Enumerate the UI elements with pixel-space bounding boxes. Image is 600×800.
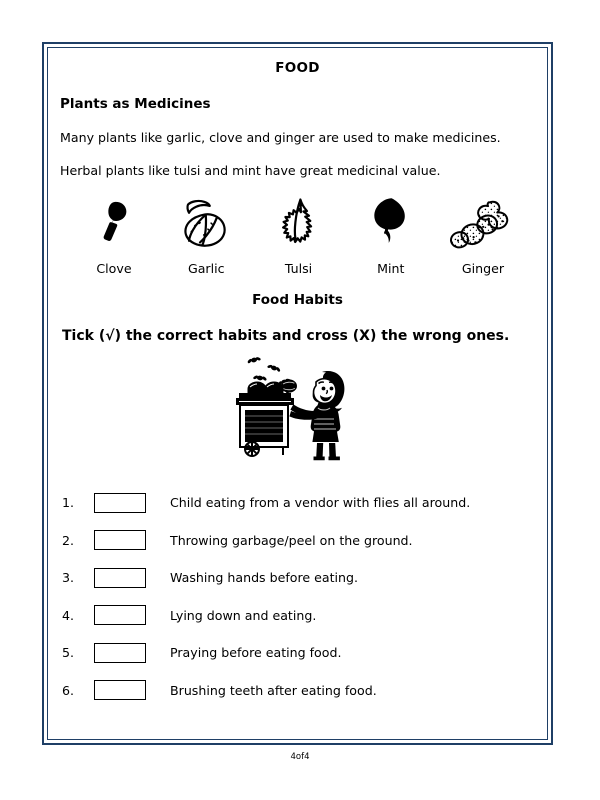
answer-box[interactable]: [94, 530, 146, 550]
worksheet-page-border: [42, 42, 553, 745]
exercise-instruction: Tick (√) the correct habits and cross (X) the wrong ones.: [62, 328, 510, 344]
checklist-row: [58, 559, 537, 597]
plant-label: Mint: [377, 261, 405, 276]
answer-box[interactable]: [94, 643, 146, 663]
checklist-row: [58, 672, 537, 710]
item-text: Throwing garbage/peel on the ground.: [170, 532, 413, 548]
plant-item-tulsi: [253, 192, 345, 276]
plant-item-ginger: [437, 192, 529, 276]
habits-checklist: [58, 484, 537, 709]
section-heading-plants-as-medicines: Plants as Medicines: [60, 96, 211, 112]
checklist-row: [58, 522, 537, 560]
medicines-paragraph-2: Herbal plants like tulsi and mint have great medicinal value.: [60, 163, 441, 178]
child-vendor-cart-illustration: [230, 356, 366, 462]
plant-label: Garlic: [187, 261, 225, 276]
tulsi-leaf-icon: [253, 192, 345, 254]
item-number: 5.: [62, 645, 75, 661]
ginger-root-icon: [437, 192, 529, 254]
page-footer: 4of4: [290, 752, 310, 762]
clove-icon: [68, 192, 160, 254]
item-number: 2.: [62, 532, 75, 548]
plant-item-clove: [68, 192, 160, 276]
answer-box[interactable]: [94, 605, 146, 625]
plant-label: Clove: [96, 261, 132, 276]
food-habits-illustration-wrap: [58, 356, 537, 462]
section-heading-food-habits: Food Habits: [252, 292, 343, 308]
item-text: Brushing teeth after eating food.: [170, 682, 377, 698]
page-title: FOOD: [275, 60, 320, 76]
answer-box[interactable]: [94, 568, 146, 588]
checklist-row: [58, 484, 537, 522]
answer-box[interactable]: [94, 680, 146, 700]
worksheet-content: [44, 44, 551, 743]
item-text: Child eating from a vendor with flies all around.: [170, 495, 471, 511]
item-text: Lying down and eating.: [170, 607, 317, 623]
item-text: Praying before eating food.: [170, 645, 342, 661]
mint-leaf-icon: [345, 192, 437, 254]
checklist-row: [58, 597, 537, 635]
garlic-icon: [160, 192, 252, 254]
item-number: 3.: [62, 570, 75, 586]
plant-item-mint: [345, 192, 437, 276]
item-number: 4.: [62, 607, 75, 623]
plant-illustration-row: [68, 192, 529, 276]
plant-item-garlic: [160, 192, 252, 276]
answer-box[interactable]: [94, 493, 146, 513]
item-number: 1.: [62, 495, 75, 511]
item-number: 6.: [62, 682, 75, 698]
checklist-row: [58, 634, 537, 672]
plant-label: Ginger: [461, 261, 505, 276]
plant-label: Tulsi: [284, 261, 313, 276]
item-text: Washing hands before eating.: [170, 570, 359, 586]
medicines-paragraph-1: Many plants like garlic, clove and ginger are used to make medicines.: [60, 130, 501, 145]
